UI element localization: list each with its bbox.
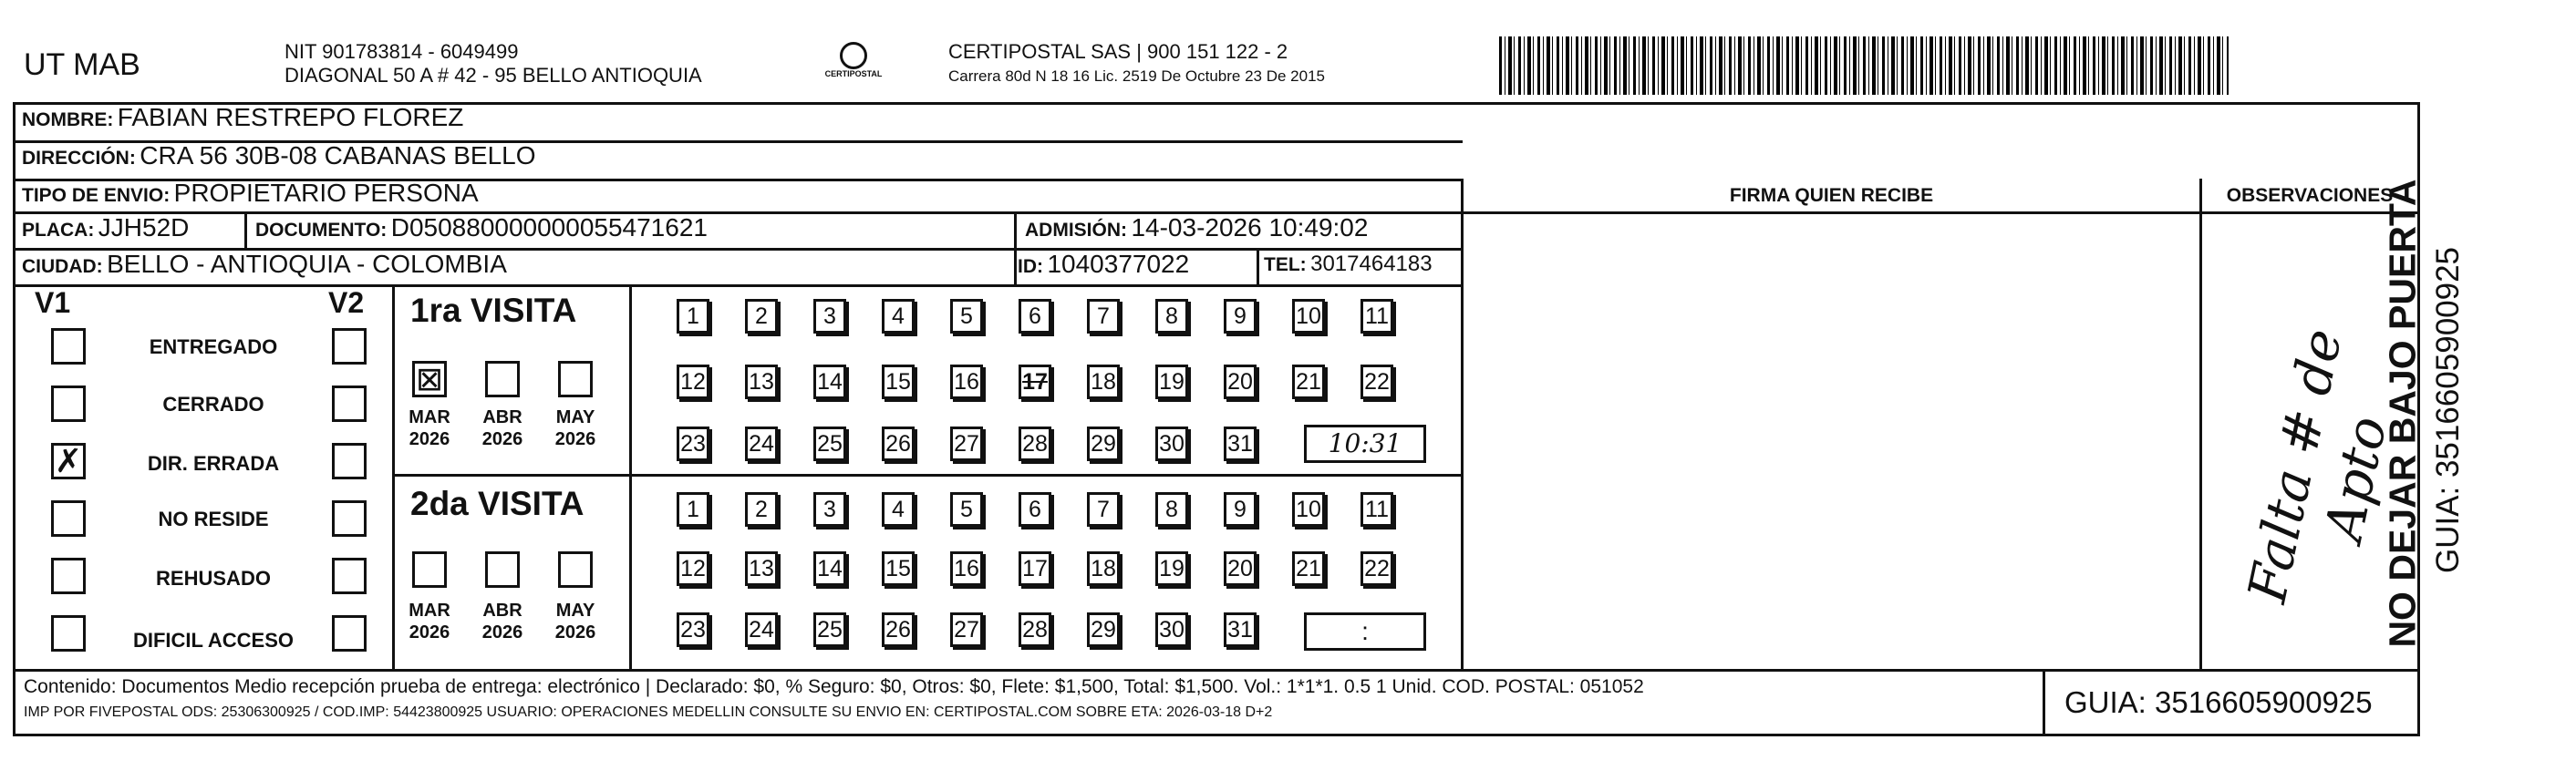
visit2-month-label (402, 600, 457, 643)
visit1-day[interactable]: 4 (882, 299, 915, 334)
nombre-row (22, 103, 463, 132)
carrier-name: CERTIPOSTAL SAS | 900 151 122 - 2 (948, 40, 1288, 63)
status-divider (392, 284, 395, 669)
tipo-value: PROPIETARIO PERSONA (173, 179, 479, 207)
observaciones-header: OBSERVACIONES (2226, 185, 2394, 206)
direccion-value: CRA 56 30B-08 CABANAS BELLO (140, 141, 536, 170)
visit2-day[interactable]: 6 (1019, 492, 1051, 527)
visit2-day[interactable]: 30 (1155, 612, 1188, 647)
admision-value: 14-03-2026 10:49:02 (1131, 213, 1369, 242)
visit1-day[interactable]: 29 (1087, 427, 1120, 461)
v2-checkbox-dir-errada[interactable] (332, 443, 367, 479)
visit2-month-may[interactable] (558, 551, 593, 588)
footer-imp: IMP POR FIVEPOSTAL ODS: 25306300925 / COD.IMP: 54423800925 USUARIO: OPERACIONES MEDELLIN CONSULTE SU ENVIO EN: CERTIPOSTAL.COM SOBRE ETA: 2026-03-18 D+2 (24, 704, 1273, 720)
status-label: CERRADO (162, 393, 264, 416)
documento-cell (255, 213, 708, 242)
visit2-day[interactable]: 19 (1155, 551, 1188, 586)
visit1-day[interactable]: 20 (1224, 365, 1257, 399)
visit1-time[interactable]: 10:31 (1304, 425, 1426, 463)
visit1-month-label (475, 406, 530, 450)
month-year: 2026 (409, 622, 450, 642)
visit1-day[interactable]: 7 (1087, 299, 1120, 334)
cell-divider (1014, 211, 1017, 284)
nit: NIT 901783814 - 6049499 (284, 40, 519, 63)
visit2-time[interactable]: : (1304, 612, 1426, 651)
check-x-icon: ✗ (54, 443, 83, 480)
visit-divider (629, 284, 632, 669)
visit1-day[interactable]: 24 (745, 427, 778, 461)
admision-label: ADMISIÓN: (1025, 220, 1127, 241)
tipo-row (22, 179, 479, 208)
month-year: 2026 (554, 622, 596, 642)
v2-checkbox-entregado[interactable] (332, 328, 367, 365)
visit1-day-checked[interactable]: 17 (1019, 365, 1051, 399)
visit2-day[interactable]: 28 (1019, 612, 1051, 647)
status-label: DIR. ERRADA (147, 452, 280, 475)
id-label: ID: (1018, 256, 1043, 277)
visit1-title: 1ra VISITA (410, 292, 577, 329)
month-year: 2026 (481, 429, 523, 449)
visit1-day[interactable]: 11 (1360, 299, 1393, 334)
visit1-day[interactable]: 12 (677, 365, 709, 399)
v1-checkbox-dir-errada[interactable] (51, 443, 86, 479)
visit1-day[interactable]: 31 (1224, 427, 1257, 461)
visit1-day[interactable]: 1 (677, 299, 709, 334)
visit2-title: 2da VISITA (410, 485, 585, 522)
month-year: 2026 (554, 429, 596, 449)
visit1-day[interactable]: 13 (745, 365, 778, 399)
carrier-logo (821, 42, 886, 78)
direccion-label: DIRECCIÓN: (22, 148, 136, 169)
placa-cell (22, 213, 189, 242)
admision-cell (1025, 213, 1368, 242)
visit1-day[interactable]: 16 (950, 365, 983, 399)
firma-header: FIRMA QUIEN RECIBE (1729, 185, 1934, 206)
barcode (1499, 36, 2229, 95)
documento-label: DOCUMENTO: (255, 220, 388, 241)
ciudad-cell (22, 250, 507, 279)
side-guia: GUIA: 3516605900925 (2430, 246, 2466, 574)
visit2-day[interactable]: 20 (1224, 551, 1257, 586)
visit1-day[interactable]: 9 (1224, 299, 1257, 334)
company-name: UT MAB (24, 47, 140, 82)
visit2-day[interactable]: 31 (1224, 612, 1257, 647)
visit2-day[interactable]: 7 (1087, 492, 1120, 527)
carrier-address: Carrera 80d N 18 16 Lic. 2519 De Octubre 23 De 2015 (948, 67, 1325, 85)
visit2-month-mar[interactable] (412, 551, 447, 588)
company-address: DIAGONAL 50 A # 42 - 95 BELLO ANTIOQUIA (284, 64, 702, 87)
visit1-day[interactable]: 28 (1019, 427, 1051, 461)
footer-line (13, 669, 2420, 672)
placa-value: JJH52D (98, 213, 190, 242)
visit2-day[interactable]: 5 (950, 492, 983, 527)
month-name: ABR (482, 407, 522, 427)
visit2-month-label (548, 600, 603, 643)
firma-divider (1461, 179, 1464, 671)
month-name: MAY (555, 601, 595, 621)
month-name: MAY (555, 407, 595, 427)
visit2-day[interactable]: 16 (950, 551, 983, 586)
visit2-day[interactable]: 23 (677, 612, 709, 647)
v1-checkbox-entregado[interactable] (51, 328, 86, 365)
v1-checkbox-dificil-acceso[interactable] (51, 615, 86, 652)
visit2-day[interactable]: 2 (745, 492, 778, 527)
visit1-day[interactable]: 23 (677, 427, 709, 461)
logo-text: CERTIPOSTAL (824, 69, 883, 78)
visit2-day[interactable]: 22 (1360, 551, 1393, 586)
visit2-day[interactable]: 18 (1087, 551, 1120, 586)
v2-checkbox-rehusado[interactable] (332, 558, 367, 594)
visit1-month-abr[interactable] (485, 361, 520, 397)
v1-label: V1 (35, 286, 71, 319)
visit2-day[interactable]: 17 (1019, 551, 1051, 586)
id-cell (1018, 250, 1189, 279)
status-label: NO RESIDE (158, 508, 269, 530)
logo-icon (840, 42, 867, 69)
visit2-month-label (475, 600, 530, 643)
v1-checkbox-cerrado[interactable] (51, 386, 86, 422)
footer-guia: GUIA: 3516605900925 (2064, 685, 2373, 719)
tipo-label: TIPO DE ENVIO: (22, 185, 171, 206)
visit1-day[interactable]: 3 (813, 299, 846, 334)
visit1-day[interactable]: 10 (1292, 299, 1325, 334)
nombre-label: NOMBRE: (22, 109, 114, 130)
visit2-day[interactable]: 14 (813, 551, 846, 586)
visit2-day[interactable]: 3 (813, 492, 846, 527)
visit2-day[interactable]: 9 (1224, 492, 1257, 527)
status-label: REHUSADO (156, 567, 271, 590)
v2-checkbox-dificil-acceso[interactable] (332, 615, 367, 652)
v1-checkbox-no-reside[interactable] (51, 500, 86, 537)
visit2-day[interactable]: 8 (1155, 492, 1188, 527)
visit2-day[interactable]: 24 (745, 612, 778, 647)
v1-checkbox-rehusado[interactable] (51, 558, 86, 594)
id-value: 1040377022 (1047, 250, 1190, 278)
month-name: MAR (409, 601, 450, 621)
side-title: NO DEJAR BAJO PUERTA (2381, 179, 2424, 648)
footer-content: Contenido: Documentos Medio recepción prueba de entrega: electrónico | Declarado: $0, % Seguro: $0, Otros: $0, Flete: $1,500, Total: $1,500. Vol.: 1*1*1. 0.5 1 Unid. COD. POSTAL: 051052 (24, 676, 1644, 697)
visit1-month-may[interactable] (558, 361, 593, 397)
visit1-day[interactable]: 8 (1155, 299, 1188, 334)
visit2-day[interactable]: 21 (1292, 551, 1325, 586)
month-name: MAR (409, 407, 450, 427)
v2-label: V2 (328, 286, 365, 319)
v2-checkbox-cerrado[interactable] (332, 386, 367, 422)
visit1-day[interactable]: 30 (1155, 427, 1188, 461)
tel-value: 3017464183 (1310, 252, 1433, 276)
visit1-day[interactable]: 19 (1155, 365, 1188, 399)
status-label: ENTREGADO (149, 335, 278, 358)
ciudad-value: BELLO - ANTIOQUIA - COLOMBIA (107, 250, 507, 278)
month-year: 2026 (481, 622, 523, 642)
visit1-day[interactable]: 18 (1087, 365, 1120, 399)
tel-label: TEL: (1264, 254, 1307, 275)
nombre-value: FABIAN RESTREPO FLOREZ (117, 103, 464, 131)
documento-value: D050880000000055471621 (390, 213, 708, 242)
visit1-day[interactable]: 25 (813, 427, 846, 461)
visit1-month-label (548, 406, 603, 450)
visit-separator (392, 474, 1461, 477)
placa-label: PLACA: (22, 220, 95, 241)
visit1-month-label (402, 406, 457, 450)
visit2-day[interactable]: 1 (677, 492, 709, 527)
direccion-row (22, 141, 536, 170)
visit2-day[interactable]: 12 (677, 551, 709, 586)
visit2-day[interactable]: 11 (1360, 492, 1393, 527)
ciudad-label: CIUDAD: (22, 256, 103, 277)
visit2-month-abr[interactable] (485, 551, 520, 588)
check-x-icon: ⊠ (415, 361, 444, 398)
visit1-day[interactable]: 2 (745, 299, 778, 334)
visit2-day[interactable]: 27 (950, 612, 983, 647)
visit1-day[interactable]: 5 (950, 299, 983, 334)
cell-divider (244, 211, 247, 248)
visit2-day[interactable]: 26 (882, 612, 915, 647)
visit2-day[interactable]: 15 (882, 551, 915, 586)
row-line (13, 284, 1463, 287)
month-year: 2026 (409, 429, 450, 449)
cell-divider (1257, 248, 1259, 284)
v2-checkbox-no-reside[interactable] (332, 500, 367, 537)
visit1-day[interactable]: 26 (882, 427, 915, 461)
visit1-day[interactable]: 15 (882, 365, 915, 399)
visit1-day[interactable]: 14 (813, 365, 846, 399)
visit1-day[interactable]: 22 (1360, 365, 1393, 399)
month-name: ABR (482, 601, 522, 621)
visit1-day[interactable]: 21 (1292, 365, 1325, 399)
visit2-day[interactable]: 25 (813, 612, 846, 647)
visit2-day[interactable]: 13 (745, 551, 778, 586)
footer-divider (2043, 669, 2045, 736)
status-label: DIFICIL ACCESO (132, 629, 294, 652)
visit2-day[interactable]: 10 (1292, 492, 1325, 527)
visit1-month-mar[interactable] (412, 361, 447, 397)
visit2-day[interactable]: 4 (882, 492, 915, 527)
visit1-day[interactable]: 6 (1019, 299, 1051, 334)
observation-note: Falta # de Apto (2235, 324, 2399, 608)
visit2-day[interactable]: 29 (1087, 612, 1120, 647)
obs-divider (2199, 179, 2202, 671)
tel-cell (1264, 252, 1433, 277)
visit1-day[interactable]: 27 (950, 427, 983, 461)
